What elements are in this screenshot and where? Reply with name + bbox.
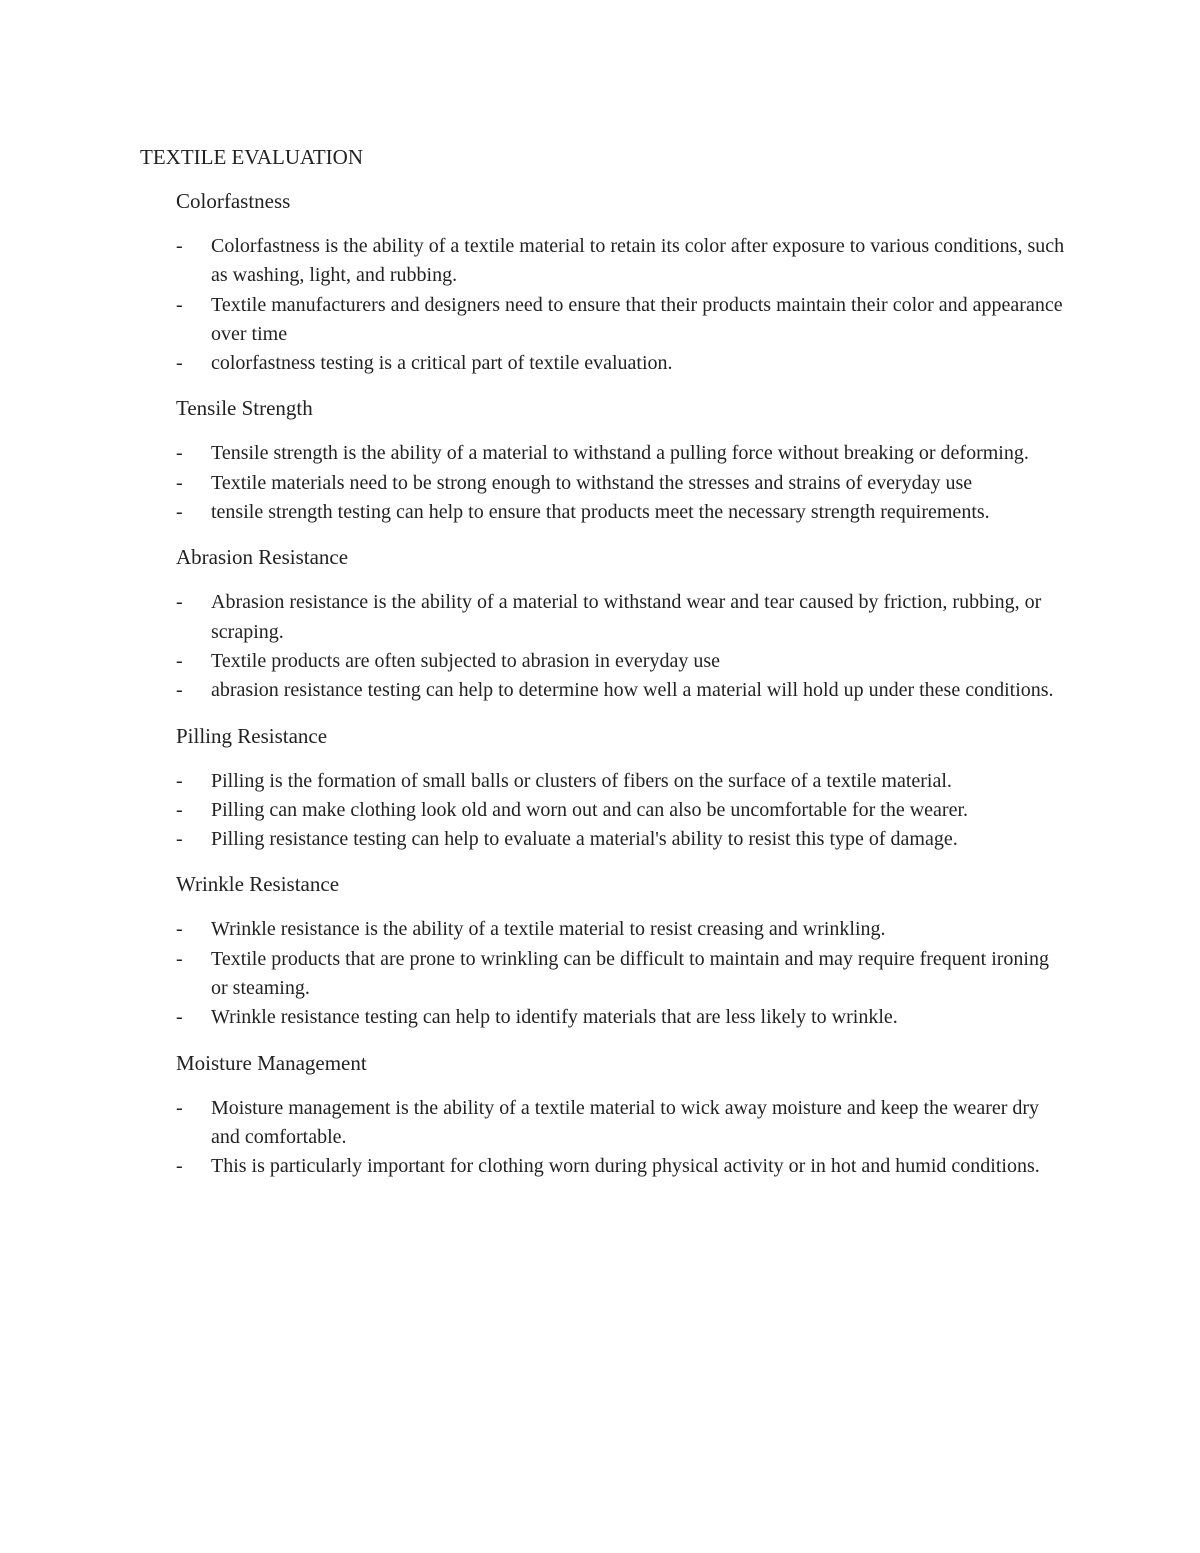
section-heading: Wrinkle Resistance xyxy=(176,872,340,897)
bullet-text: Textile products are often subjected to abrasion in everyday use xyxy=(211,649,720,672)
bullet-text: Textile materials need to be strong enough to withstand the stresses and strains of everyday use xyxy=(211,471,973,494)
dash-bullet-icon: - xyxy=(176,501,183,524)
section-heading: Tensile Strength xyxy=(176,396,313,421)
dash-bullet-icon: - xyxy=(176,352,183,375)
bullet-text: Wrinkle resistance testing can help to identify materials that are less likely to wrinkle. xyxy=(211,1006,898,1029)
dash-bullet-icon: - xyxy=(176,679,183,702)
bullet-list xyxy=(176,232,1066,378)
section-heading: Colorfastness xyxy=(176,189,291,213)
bullet-item xyxy=(176,796,1066,825)
bullet-text: Pilling is the formation of small balls or clusters of fibers on the surface of a textile material. xyxy=(211,769,952,792)
dash-bullet-icon: - xyxy=(176,798,183,821)
bullet-item xyxy=(176,469,1066,498)
document-title: TEXTILE EVALUATION xyxy=(140,145,363,169)
bullet-text: Pilling can make clothing look old and worn out and can also be uncomfortable for the wearer. xyxy=(211,798,969,821)
bullet-text: abrasion resistance testing can help to determine how well a material will hold up under these conditions. xyxy=(211,679,1054,702)
bullet-text: Textile products that are prone to wrinkling can be difficult to maintain and may require frequent ironing or steaming. xyxy=(211,947,1049,1000)
dash-bullet-icon: - xyxy=(176,591,183,614)
bullet-item xyxy=(176,1094,1066,1153)
section-heading: Abrasion Resistance xyxy=(176,545,349,570)
bullet-text: Colorfastness is the ability of a textile material to retain its color after exposure to various conditions, such as washing, light, and rubbing. xyxy=(211,235,1065,287)
bullet-item xyxy=(176,825,1066,854)
bullet-item xyxy=(176,1003,1066,1032)
document-body xyxy=(176,187,1066,1198)
bullet-item xyxy=(176,349,1066,378)
bullet-item xyxy=(176,915,1066,944)
bullet-text: colorfastness testing is a critical part of textile evaluation. xyxy=(211,352,673,375)
bullet-list xyxy=(176,767,1066,855)
bullet-item xyxy=(176,232,1066,291)
bullet-text: Abrasion resistance is the ability of a material to withstand wear and tear caused by friction, rubbing, or scraping. xyxy=(211,591,1042,643)
bullet-list xyxy=(176,439,1066,527)
bullet-text: tensile strength testing can help to ensure that products meet the necessary strength requirements. xyxy=(211,501,990,524)
bullet-item xyxy=(176,945,1066,1004)
bullet-list xyxy=(176,1094,1066,1182)
dash-bullet-icon: - xyxy=(176,1096,183,1119)
dash-bullet-icon: - xyxy=(176,293,183,316)
bullet-item xyxy=(176,291,1066,350)
dash-bullet-icon: - xyxy=(176,947,183,970)
dash-bullet-icon: - xyxy=(176,649,183,672)
bullet-item xyxy=(176,767,1066,796)
dash-bullet-icon: - xyxy=(176,1006,183,1029)
bullet-item xyxy=(176,439,1066,468)
bullet-item xyxy=(176,498,1066,527)
bullet-text: Moisture management is the ability of a textile material to wick away moisture and keep the wearer dry and comfortable. xyxy=(211,1096,1040,1148)
dash-bullet-icon: - xyxy=(176,918,183,941)
bullet-text: Textile manufacturers and designers need to ensure that their products maintain their color and appearance over time xyxy=(211,293,1063,345)
dash-bullet-icon: - xyxy=(176,235,183,257)
bullet-list xyxy=(176,588,1066,705)
bullet-text: Tensile strength is the ability of a material to withstand a pulling force without breaking or deforming. xyxy=(211,442,1029,465)
bullet-list xyxy=(176,915,1066,1032)
bullet-item xyxy=(176,647,1066,676)
bullet-item xyxy=(176,588,1066,647)
dash-bullet-icon: - xyxy=(176,828,183,851)
dash-bullet-icon: - xyxy=(176,769,183,792)
bullet-item xyxy=(176,1152,1066,1181)
section-heading: Pilling Resistance xyxy=(176,723,328,748)
section-heading: Moisture Management xyxy=(176,1050,367,1075)
bullet-text: Wrinkle resistance is the ability of a textile material to resist creasing and wrinkling. xyxy=(211,918,886,941)
dash-bullet-icon: - xyxy=(176,442,183,465)
bullet-item xyxy=(176,676,1066,705)
bullet-text: This is particularly important for clothing worn during physical activity or in hot and humid conditions. xyxy=(211,1155,1040,1178)
dash-bullet-icon: - xyxy=(176,1155,183,1178)
bullet-text: Pilling resistance testing can help to evaluate a material's ability to resist this type of damage. xyxy=(211,828,958,851)
dash-bullet-icon: - xyxy=(176,471,183,494)
